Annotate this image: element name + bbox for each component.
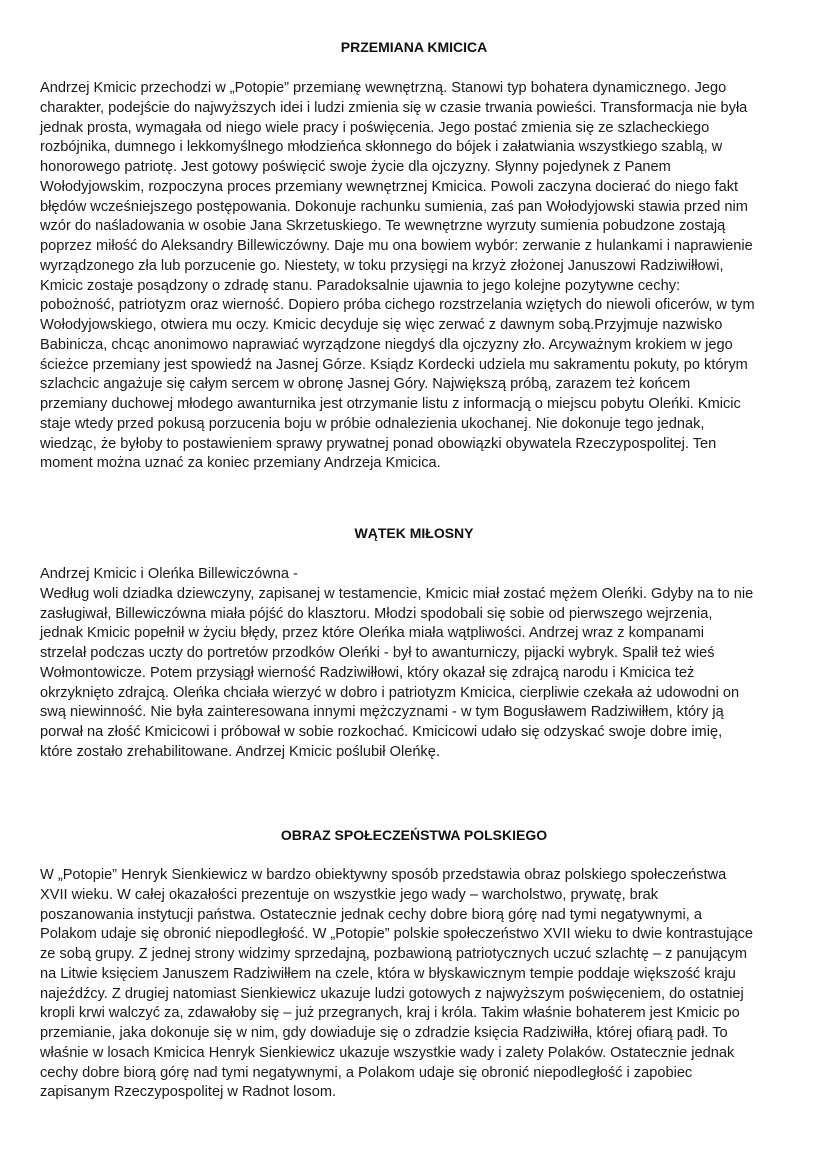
text-line: Andrzej Kmicic przechodzi w „Potopie” przemianę wewnętrzną. Stanowi typ bohatera dynamicznego. Jego [40,80,727,96]
text-line: swą niewinność. Nie była zainteresowana innymi mężczyznami - w tym Bogusławem Radziwiłłem, który ją [40,704,724,721]
text-line: Babinicza, chcąc anonimowo naprawiać wyrządzone niegdyś dla ojczyzny zło. Arcyważnym krokiem w jego [40,336,733,353]
section-heading-watek-milosny: WĄTEK MIŁOSNY [354,525,474,541]
text-line: okrzyknięto zdrajcą. Oleńka chciała wierzyć w dobro i patriotyzm Kmicica, cierpliwie czekała aż udowodni on [40,684,740,701]
text-line: ze sobą grupy. Z jednej strony widzimy sprzedajną, pozbawioną patriotycznych uczuć szlachtę – z panującym [40,946,748,962]
text-line: ścieżce przemiany jest spowiedź na Jasnej Górze. Ksiądz Kordecki udziela mu sakramentu pokuty, po którym [40,356,748,373]
text-line: zapisanym Rzeczypospolitej w Radnot losom. [40,1084,337,1101]
section-body-przemiana-kmicica [40,79,800,474]
text-line: kropli krwi walczyć za, zdawałoby się – już przegranych, kraj i króla. Takim właśnie bohaterem jest Kmicic po [40,1005,740,1022]
text-line: charakter, podejście do najwyższych idei i ludzi zmienia się w czasie trwania powieści. Transformacja nie była [40,99,748,116]
text-line: właśnie w losach Kmicica Henryk Sienkiewicz ukazuje wszystkie wady i zalety Polaków. Ostatecznie jednak [40,1044,735,1061]
text-line: na Litwie księciem Januszem Radziwiłłem na czele, która w błyskawicznym tempie poddaje większość kraju [40,965,736,982]
text-line: wiedząc, że byłoby to postawieniem sprawy prywatnej ponad obowiązki obywatela Rzeczypospolitej. Ten [40,435,717,452]
text-line: honorowego patriotę. Jest gotowy poświęcić swoje życie dla ojczyzny. Słynny pojedynek z Panem [40,159,671,175]
text-line: pobożność, patriotyzm oraz wierność. Dopiero próba cichego rozstrzelania wziętych do niewoli oficerów, w tym [40,297,755,314]
text-line: Wołodyjowskim, rozpoczyna proces przemiany wewnętrznej Kmicica. Powoli zaczyna docierać do niego fakt [40,178,739,195]
text-line: Wołodyjowskiego, otwiera mu oczy. Kmicic decyduje się więc zerwać z dawnym sobą.Przyjmuje nazwisko [40,317,723,333]
text-line: XVII wieku. W całej okazałości prezentuje on wszystkie jego wady – warcholstwo, prywatę, brak [40,886,659,903]
text-line: Wołmontowicze. Potem przysiągł wierność Radziwiłłowi, który okazał się zdrajcą narodu i Kmicica też [40,664,695,681]
section-body-watek-milosny [40,565,800,763]
text-line: jednak Kmicic popełnił w życiu błędy, przez które Oleńka miała wątpliwości. Andrzej wraz z kompanami [40,625,705,642]
text-line: wzór do naśladowania w osobie Jana Skrzetuskiego. Te wewnętrzne wyrzuty sumienia pobudzone zostają [40,218,726,235]
text-line: Według woli dziadka dziewczyny, zapisanej w testamencie, Kmicic miał zostać mężem Oleńki. Gdyby na to nie [40,585,754,602]
text-line: najeźdźcy. Z drugiej natomiast Sienkiewicz ukazuje ludzi gotowych z najwyższym poświęceniem, do ostatniej [40,985,744,1002]
text-line: jednak prosta, wymagała od niego wiele pracy i poświęcenia. Jego postać zmienia się ze szlacheckiego [40,119,710,136]
text-line: które zostało zrehabilitowane. Andrzej Kmicic poślubił Oleńkę. [40,743,440,760]
text-line: przemiany duchowej młodego awanturnika jest otrzymanie listu z informacją o miejscu pobytu Oleńki. Kmicic [40,396,741,412]
section-body-obraz-spoleczenstwa [40,866,800,1103]
text-line: szlachcic angażuje się całym sercem w obronę Jasnej Góry. Największą próbą, zarazem też końcem [40,376,691,393]
text-line: W „Potopie” Henryk Sienkiewicz w bardzo obiektywny sposób przedstawia obraz polskiego społeczeństwa [40,867,727,883]
text-line: staje wtedy przed pokusą porzucenia boju w próbie odnalezienia ukochanej. Nie dokonuje tego jednak, [40,415,705,432]
text-line: Andrzej Kmicic i Oleńka Billewiczówna - [40,566,298,582]
section-heading-przemiana-kmicica: PRZEMIANA KMICICA [340,39,488,55]
text-line: strzelał podczas uczty do portretów przodków Oleńki - był to awanturniczy, pijacki wybryk. Spalił też wieś [40,645,715,661]
text-line: Kmicic zostaje posądzony o zdradę stanu. Paradoksalnie ujawnia to jego kolejne pozytywne cechy: [40,277,681,294]
text-line: moment można uznać za koniec przemiany Andrzeja Kmicica. [40,455,441,472]
text-line: wyrządzonego zła lub porzucenie go. Niestety, w toku przysięgi na krzyż złożonej Januszowi Radziwiłłowi, [40,257,724,274]
text-line: poprzez miłość do Aleksandry Billewiczówny. Daje mu ona bowiem wybór: zerwanie z hulankami i naprawienie [40,238,753,254]
text-line: przemianie, jaka dokonuje się w nim, gdy dowiaduje się o zdradzie księcia Radziwiłła, której ofiarą padł. To [40,1025,728,1041]
text-line: cechy dobre biorą górę nad tymi negatywnymi, a Polakom udaje się obronić niepodległość i zapobiec [40,1064,693,1081]
text-line: Polakom udaje się obronić niepodległość. W „Potopie” polskie społeczeństwo XVII wieku to dwie kontrastujące [40,926,754,943]
text-line: zasługiwał, Billewiczówna miała pójść do klasztoru. Młodzi spodobali się sobie od pierwszego wejrzenia, [40,605,713,622]
section-heading-obraz-spoleczenstwa: OBRAZ SPOŁECZEŃSTWA POLSKIEGO [280,827,548,843]
text-line: błędów wcześniejszego postępowania. Dokonuje rachunku sumienia, zaś pan Wołodyjowski stawia przed nim [40,198,748,215]
text-line: porwał na złość Kmicicowi i próbował w sobie rozkochać. Kmicicowi udało się odzyskać swoje dobre imię, [40,724,723,740]
text-line: rozbójnika, dumnego i lekkomyślnego młodzieńca skłonnego do bójek i załatwiania wszystkiego szablą, w [40,139,723,156]
text-line: poszanowania instytucji państwa. Ostatecznie jednak cechy dobre biorą górę nad tymi negatywnymi, a [40,906,702,923]
